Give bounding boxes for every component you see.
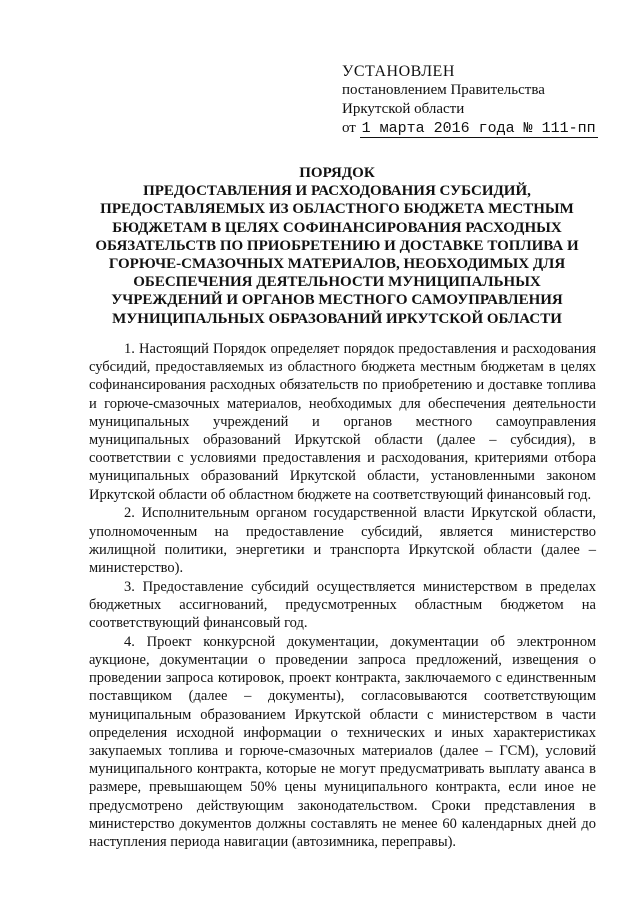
heading-line: ПРЕДОСТАВЛЯЕМЫХ ИЗ ОБЛАСТНОГО БЮДЖЕТА МЕСТНЫМ [100,201,574,218]
heading-line: ПРЕДОСТАВЛЕНИЯ И РАСХОДОВАНИЯ СУБСИДИЙ, [143,183,531,200]
approval-date-prefix: от [342,120,356,136]
paragraph-1: 1. Настоящий Порядок определяет порядок предоставления и расходования субсидий, предоставляемых из областного бюджета местным бюджетам в целях софинансирования расходных обязательств по приобретению и доставке топлива и горюче-смазочных материалов, необходимых для обеспечения деятельности муниципальных учреждений и органов местного самоуправления муниципальных образований Иркутской области (далее – субсидия), в соответствии с условиями предоставления и расходования, критериями отбора муниципальных образований Иркутской области, установленными законом Иркутской области об областном бюджете на соответствующий финансовый год. [89,341,596,503]
approval-title: УСТАНОВЛЕН [342,63,455,80]
document-body [89,340,596,852]
document-heading [72,164,602,328]
paragraph-2: 2. Исполнительным органом государственной власти Иркутской области, уполномоченным на предоставление субсидий, является министерство жилищной политики, энергетики и транспорта Иркутской области (далее – министерство). [89,505,596,576]
approval-line-1: постановлением Правительства [342,82,545,98]
approval-date-line [342,119,612,138]
heading-line: УЧРЕЖДЕНИЙ И ОРГАНОВ МЕСТНОГО САМОУПРАВЛЕНИЯ [111,292,563,309]
approval-stamp [342,62,612,138]
approval-date-value: 1 марта 2016 года № 111-пп [361,120,596,137]
approval-line-2: Иркутской области [342,101,465,117]
paragraph-3: 3. Предоставление субсидий осуществляется министерством в пределах бюджетных ассигнований, предусмотренных областным бюджетом на соответствующий финансовый год. [89,578,596,632]
heading-line: БЮДЖЕТАМ В ЦЕЛЯХ СОФИНАНСИРОВАНИЯ РАСХОДНЫХ [112,219,562,236]
heading-line: ГОРЮЧЕ-СМАЗОЧНЫХ МАТЕРИАЛОВ, НЕОБХОДИМЫХ ДЛЯ [108,256,566,273]
heading-line: ОБЕСПЕЧЕНИЯ ДЕЯТЕЛЬНОСТИ МУНИЦИПАЛЬНЫХ [133,274,541,291]
paragraph-4: 4. Проект конкурсной документации, документации об электронном аукционе, документации о проведении запроса предложений, извещения о проведении запроса котировок, проект контракта, заключаемого с единственным поставщиком (далее – документы), согласовываются соответствующим муниципальным образованием Иркутской области с министерством в части определения исходной информации о технических и иных характеристиках закупаемых топлива и горюче-смазочных материалов (далее – ГСМ), условий муниципального контракта, которые не могут предусматривать выплату аванса в размере, превышающем 50% цены муниципального контракта, если иное не предусмотрено действующим законодательством. Сроки представления в министерство документов должны составлять не менее 60 календарных дней до наступления периода навигации (автозимника, переправы). [89,633,596,850]
heading-line: МУНИЦИПАЛЬНЫХ ОБРАЗОВАНИЙ ИРКУТСКОЙ ОБЛАСТИ [112,310,562,327]
heading-line: ПОРЯДОК [299,165,375,181]
heading-line: ОБЯЗАТЕЛЬСТВ ПО ПРИОБРЕТЕНИЮ И ДОСТАВКЕ ТОПЛИВА И [95,237,579,254]
